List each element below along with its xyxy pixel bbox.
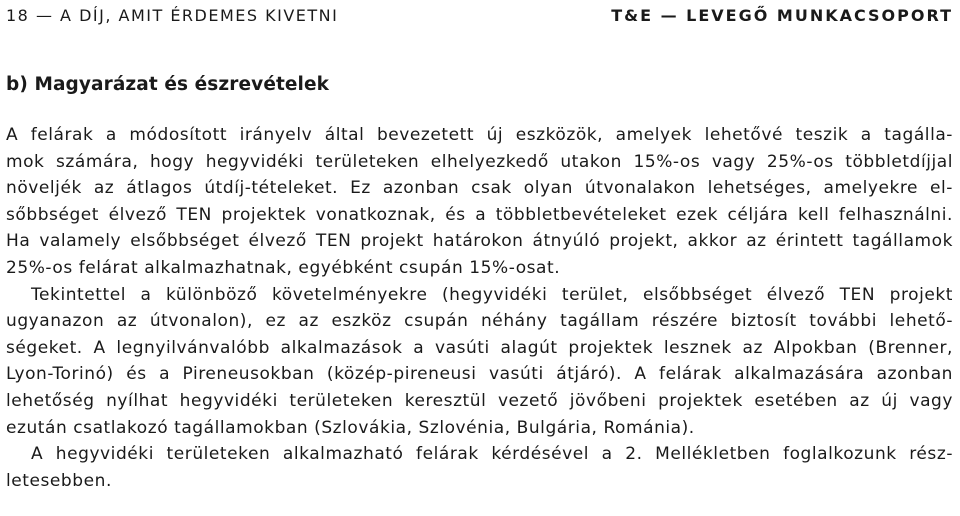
paragraph-line: lehetőség nyílhat hegyvidéki területeken keresztül vezető jövőbeni projektek esetében az új vagy (6, 390, 953, 411)
paragraph-line: A felárak a módosított irányelv által bevezetett új eszközök, amelyek lehetővé teszik a tagálla- (6, 125, 953, 145)
body-text (6, 122, 953, 494)
paragraph-line: sőbbséget élvező TEN projektek vonatkoznak, és a többletbevételeket ezek céljára kell felhasználni. (6, 204, 953, 225)
paragraph-line: Ha valamely elsőbbséget élvező TEN projekt határokon átnyúló projekt, akkor az érintett tagállamok (6, 231, 953, 252)
paragraph-line: ugyanazon az útvonalon), ez az eszköz csupán néhány tagállam részére biztosít további lehető- (6, 311, 953, 332)
paragraph-line: ezután csatlakozó tagállamokban (Szlovákia, Szlovénia, Bulgária, Románia). (6, 417, 695, 438)
header-page-title: 18 — A DÍJ, AMIT ÉRDEMES KIVETNI (6, 6, 339, 25)
paragraph-3 (6, 441, 953, 494)
paragraph-2 (6, 282, 953, 442)
paragraph-line: letesebben. (6, 470, 112, 491)
section-heading: b) Magyarázat és észrevételek (6, 74, 330, 95)
paragraph-line: növeljék az átlagos útdíj-tételeket. Ez azonban csak olyan útvonalakon lehetséges, amelyekre el- (6, 178, 953, 199)
header-organization: T&E — LEVEGŐ MUNKACSOPORT (611, 6, 953, 25)
paragraph-line: mok számára, hogy hegyvidéki területeken elhelyezkedő utakon 15%-os vagy 25%-os többletdíjjal (6, 151, 953, 172)
paragraph-line: ségeket. A legnyilvánvalóbb alkalmazások a vasúti alagút projektek lesznek az Alpokban (Brenner, (6, 337, 953, 358)
paragraph-line: Tekintettel a különböző követelményekre (hegyvidéki terület, elsőbbséget élvező TEN projekt (31, 284, 953, 305)
paragraph-1 (6, 122, 953, 282)
running-header (6, 4, 953, 28)
paragraph-line: A hegyvidéki területeken alkalmazható felárak kérdésével a 2. Mellékletben foglalkozunk rész- (31, 444, 953, 465)
paragraph-line: Lyon-Torinó) és a Pireneusokban (közép-pireneusi vasúti átjáró). A felárak alkalmazására azonban (6, 364, 953, 385)
paragraph-line: 25%-os felárat alkalmazhatnak, egyébként csupán 15%-osat. (6, 257, 561, 278)
